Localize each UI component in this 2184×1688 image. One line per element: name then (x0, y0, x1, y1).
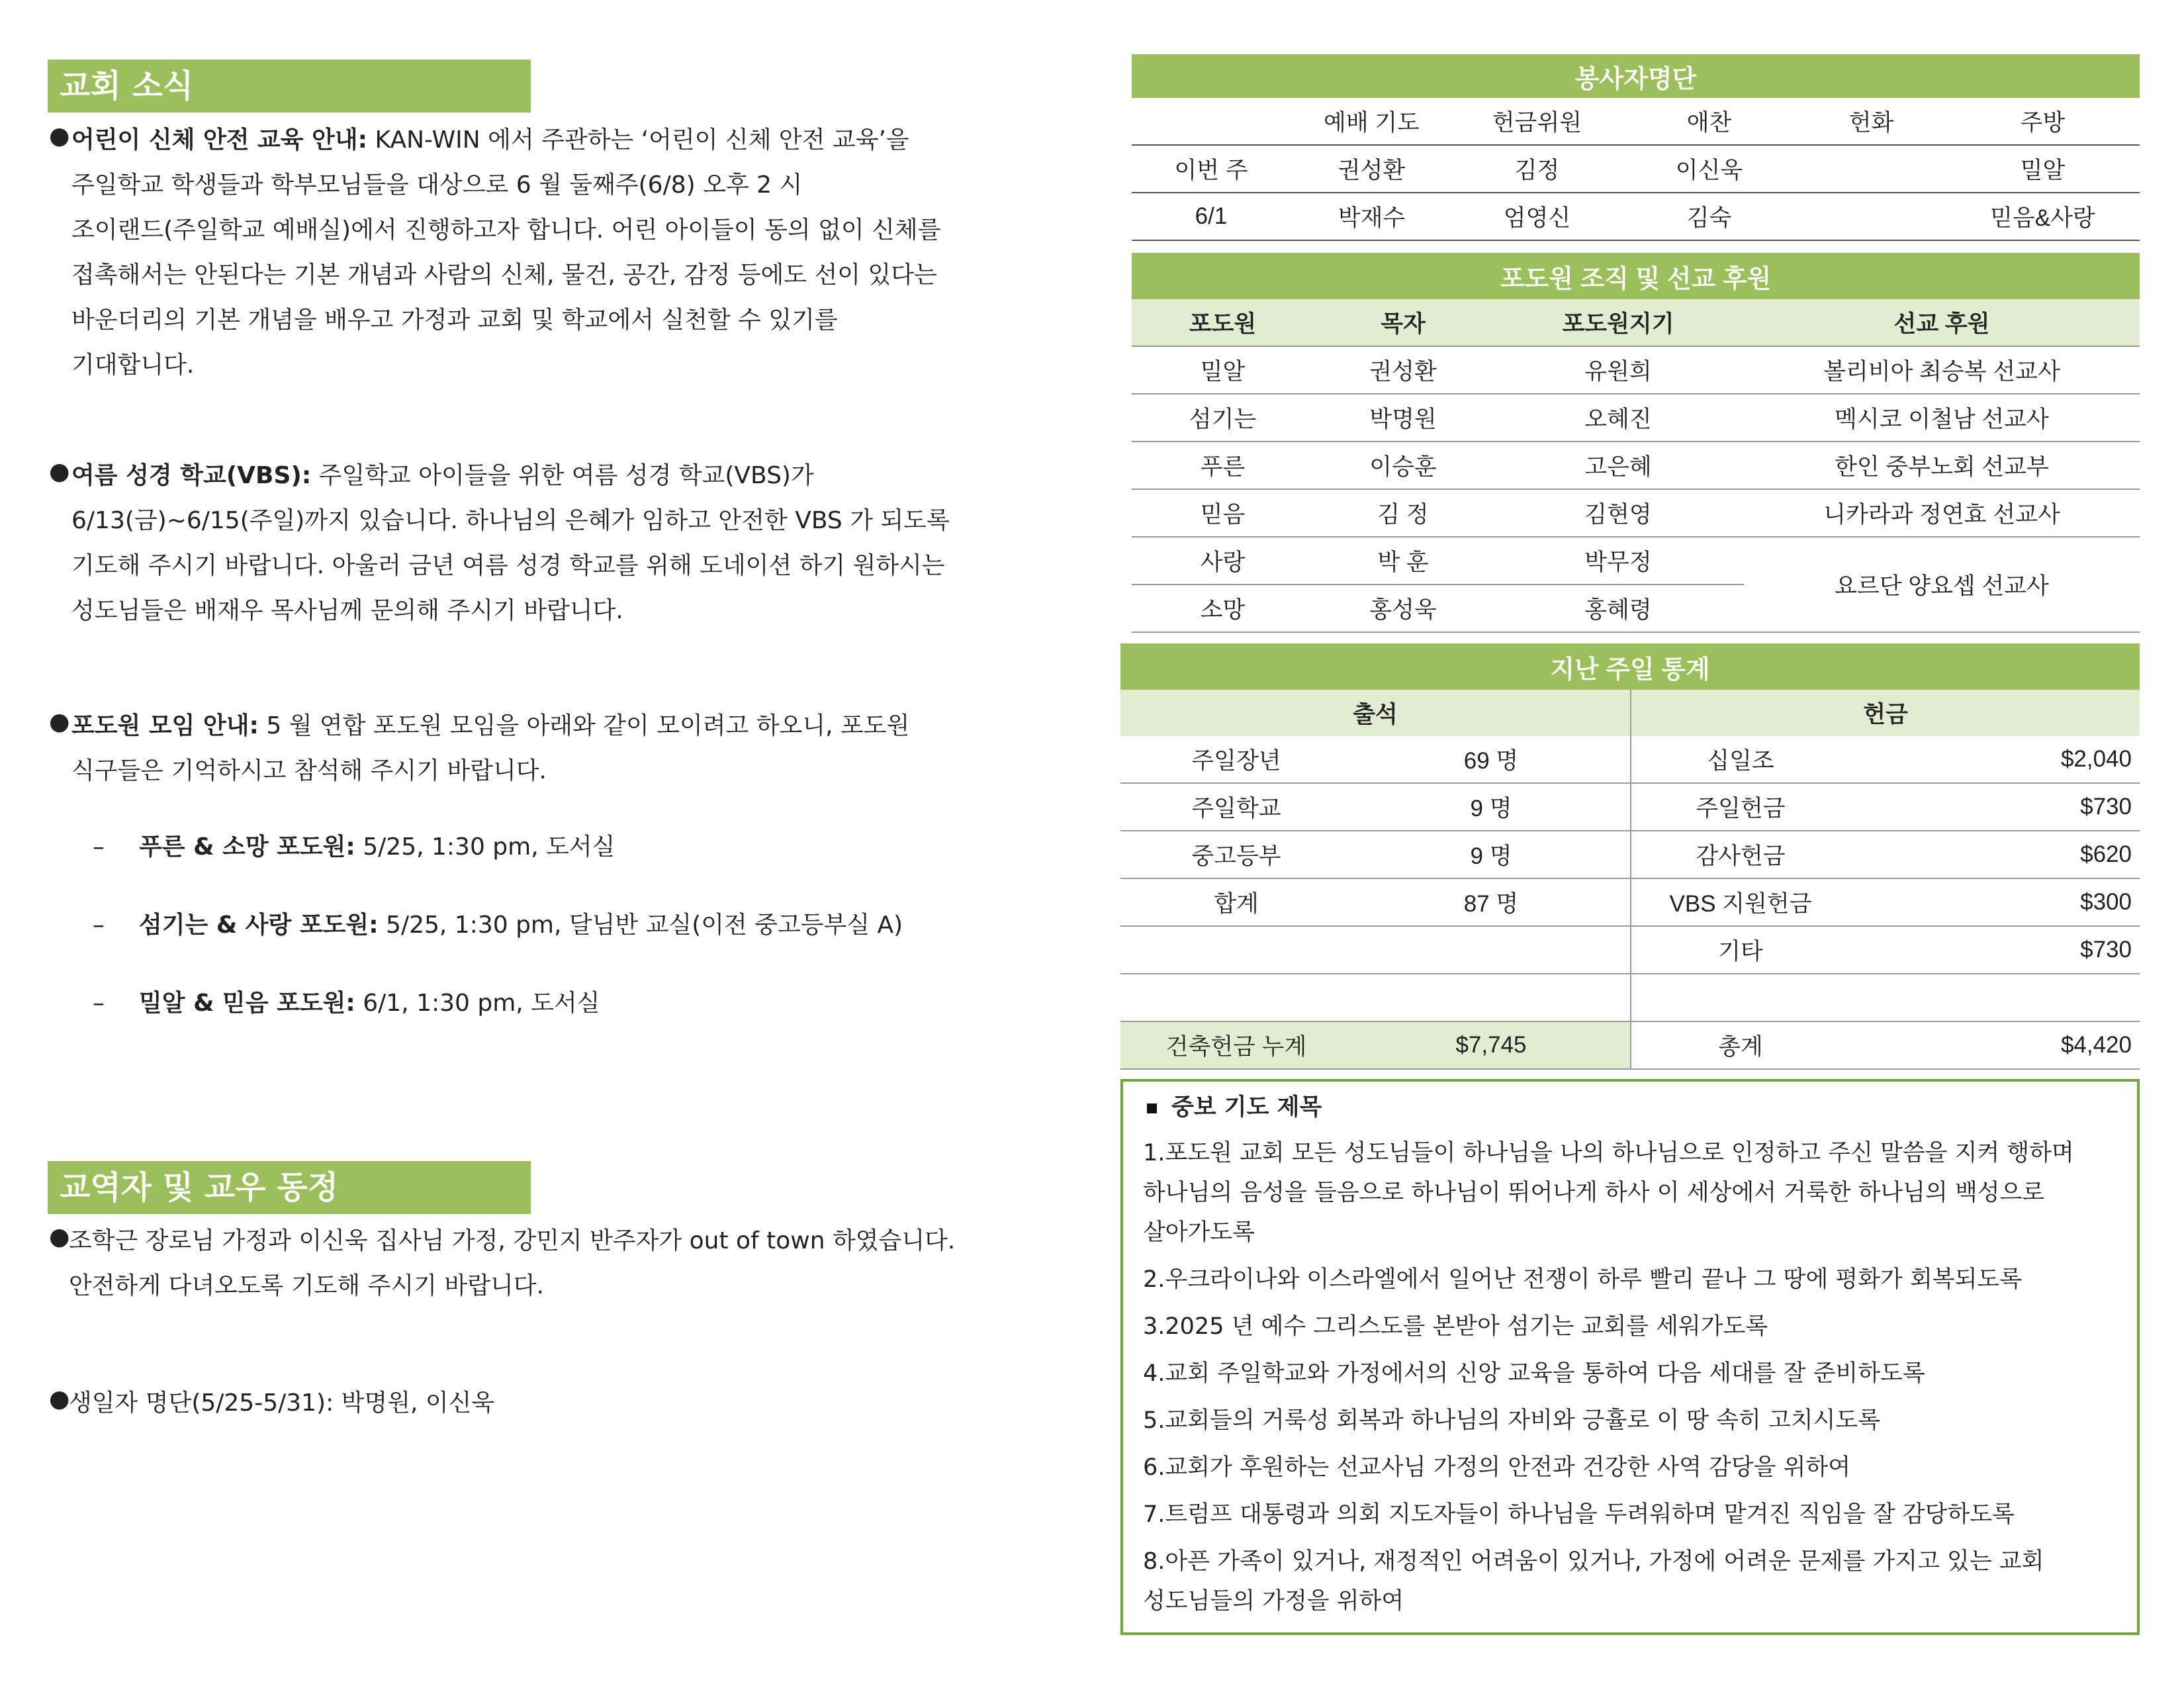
table-cell: 박재수 (1291, 193, 1453, 240)
table-cell: 믿음&사랑 (1946, 193, 2140, 240)
vineyard-table (1132, 253, 2140, 633)
table-cell: 감사헌금 (1631, 831, 1850, 878)
col-header: 헌화 (1797, 98, 1946, 145)
table-row (1120, 878, 2140, 926)
table-row (1132, 489, 2140, 537)
table-cell: 십일조 (1631, 736, 1850, 783)
prayer-line: 8.아픈 가족이 있거나, 재정적인 어려움이 있거나, 가정에 어려운 문제를 가지고 있는 교회 (1143, 1548, 2044, 1575)
prayer-line: 3.2025 년 예수 그리스도를 본받아 섬기는 교회를 세워가도록 (1143, 1313, 1768, 1340)
meeting-item (93, 903, 903, 948)
bullet-dot: ● (49, 458, 70, 485)
prayer-title (1147, 1088, 1322, 1127)
prayer-line: 5.교회들의 거룩성 회복과 하나님의 자비와 긍휼로 이 땅 속히 고치시도록 (1143, 1407, 1881, 1434)
table-cell: 사랑 (1132, 537, 1314, 585)
meeting-detail: 5/25, 1:30 pm, 달님반 교실(이전 중고등부실 A) (378, 912, 903, 939)
table-cell: 박 훈 (1314, 537, 1492, 585)
table-cell: 이승훈 (1314, 442, 1492, 489)
text-line: 기도해 주시기 바랍니다. 아울러 금년 여름 성경 학교를 위해 도네이션 하기 원하시는 (71, 552, 945, 579)
table-cell: 이번 주 (1132, 145, 1291, 193)
table-cell: 박명원 (1314, 394, 1492, 442)
prayer-line: 살아가도록 (1143, 1219, 1255, 1246)
table-cell: 믿음 (1132, 489, 1314, 537)
table-cell: VBS 지원헌금 (1631, 878, 1850, 926)
square-bullet-icon (1147, 1103, 1157, 1113)
table-cell: 엄영신 (1453, 193, 1621, 240)
prayer-line: 1.포도원 교회 모든 성도님들이 하나님을 나의 하나님으로 인정하고 주신 말씀을 지켜 행하며 (1143, 1140, 2074, 1166)
table-cell: 박무정 (1492, 537, 1744, 585)
col-header: 포도원지기 (1492, 299, 1744, 346)
table-cell: 기타 (1631, 926, 1850, 974)
table-row (1120, 831, 2140, 878)
volunteer-title: 봉사자명단 (1132, 54, 2140, 98)
news-item-text: 5 월 연합 포도원 모임을 아래와 같이 모이려고 하오니, 포도원 (258, 712, 910, 739)
vineyard-title: 포도원 조직 및 선교 후원 (1132, 253, 2140, 299)
table-cell: 9 명 (1352, 783, 1631, 831)
meeting-name: 푸른 & 소망 포도원: (139, 833, 355, 861)
table-cell: 김 정 (1314, 489, 1492, 537)
table-cell: 합계 (1120, 878, 1352, 926)
table-cell: 홍성욱 (1314, 585, 1492, 632)
col-header: 목자 (1314, 299, 1492, 346)
table-cell: 권성환 (1314, 346, 1492, 394)
table-cell: 밀알 (1946, 145, 2140, 193)
table-cell: 주일장년 (1120, 736, 1352, 783)
table-cell: 멕시코 이철남 선교사 (1744, 394, 2140, 442)
table-cell: 유원희 (1492, 346, 1744, 394)
table-cell: $2,040 (1850, 736, 2140, 783)
table-cell: 니카라과 정연효 선교사 (1744, 489, 2140, 537)
table-row (1132, 537, 2140, 585)
table-row (1120, 974, 2140, 1021)
table-cell: $730 (1850, 926, 2140, 974)
stats-table (1120, 643, 2140, 1070)
text-line: 주일학교 학생들과 학부모님들을 대상으로 6 월 둘째주(6/8) 오후 2 시 (71, 171, 803, 199)
text-line: 접촉해서는 안된다는 기본 개념과 사람의 신체, 물건, 공간, 감정 등에도 선이 있다는 (71, 261, 937, 289)
attendance-header: 출석 (1120, 690, 1631, 736)
table-cell: 김정 (1453, 145, 1621, 193)
col-header: 주방 (1946, 98, 2140, 145)
table-cell: 주일헌금 (1631, 783, 1850, 831)
table-row (1132, 394, 2140, 442)
col-header: 선교 후원 (1744, 299, 2140, 346)
news-item-vision (71, 118, 1064, 163)
table-row (1120, 783, 2140, 831)
news-item-text: 주일학교 아이들을 위한 여름 성경 학교(VBS)가 (311, 462, 814, 489)
table-cell: 69 명 (1352, 736, 1631, 783)
col-header: 포도원 (1132, 299, 1314, 346)
table-row (1132, 442, 2140, 489)
col-header: 예배 기도 (1291, 98, 1453, 145)
dash: – (93, 990, 105, 1017)
table-row (1132, 193, 2140, 240)
table-cell: 김현영 (1492, 489, 1744, 537)
meeting-name: 섬기는 & 사랑 포도원: (139, 912, 379, 939)
meeting-name: 밀알 & 믿음 포도원: (139, 990, 355, 1017)
col-header: 헌금위원 (1453, 98, 1621, 145)
meeting-detail: 5/25, 1:30 pm, 도서실 (355, 833, 615, 861)
table-row (1120, 736, 2140, 783)
table-cell: 87 명 (1352, 878, 1631, 926)
prayer-line: 하나님의 음성을 들음으로 하나님이 뛰어나게 하사 이 세상에서 거룩한 하나님의 백성으로 (1143, 1180, 2045, 1206)
text-line: 조이랜드(주일학교 예배실)에서 진행하고자 합니다. 어린 아이들이 동의 없이 신체를 (71, 216, 941, 244)
news-item-title: 여름 성경 학교(VBS): (71, 462, 312, 489)
table-row (1120, 926, 2140, 974)
news-item-text: KAN-WIN 에서 주관하는 ‘어린이 신체 안전 교육’을 (367, 126, 909, 154)
total-value: $4,420 (1850, 1021, 2140, 1069)
table-cell: 9 명 (1352, 831, 1631, 878)
table-cell: 이신욱 (1621, 145, 1797, 193)
table-cell: $730 (1850, 783, 2140, 831)
building-value: $7,745 (1352, 1021, 1631, 1069)
offering-header: 헌금 (1863, 702, 1908, 727)
table-cell: 오혜진 (1492, 394, 1744, 442)
dash: – (93, 833, 105, 861)
text-line: 기대합니다. (71, 352, 195, 379)
stats-title: 지난 주일 통계 (1120, 643, 2140, 690)
table-cell: 김숙 (1621, 193, 1797, 240)
news-item-lines (71, 498, 1077, 633)
meeting-item (93, 981, 600, 1026)
ministry-section-header: 교역자 및 교우 동정 (48, 1161, 531, 1214)
ministry-line: 조학근 장로님 가정과 이신욱 집사님 가정, 강민지 반주자가 out of town 하였습니다. (69, 1227, 956, 1254)
table-cell (1797, 193, 1946, 240)
prayer-line: 7.트럼프 대통령과 의회 지도자들이 하나님을 두려워하며 맡겨진 직임을 잘 감당하도록 (1143, 1501, 2015, 1528)
bullet-dot: ● (49, 122, 70, 150)
table-row (1132, 346, 2140, 394)
dash: – (93, 912, 105, 939)
col-header: 애찬 (1621, 98, 1797, 145)
table-cell (1797, 145, 1946, 193)
bullet-dot: ● (49, 708, 70, 735)
table-cell: 섬기는 (1132, 394, 1314, 442)
bullet-dot: ● (49, 1385, 70, 1413)
table-row (1132, 145, 2140, 193)
table-cell: 6/1 (1132, 193, 1291, 240)
table-cell: 한인 중부노회 선교부 (1744, 442, 2140, 489)
news-section-header: 교회 소식 (48, 60, 531, 113)
text-line: 바운더리의 기본 개념을 배우고 가정과 교회 및 학교에서 실천할 수 있기를 (71, 306, 838, 334)
col-header (1132, 98, 1291, 145)
table-cell: $300 (1850, 878, 2140, 926)
table-cell: 볼리비아 최승복 선교사 (1744, 346, 2140, 394)
prayer-title-text: 중보 기도 제목 (1171, 1094, 1322, 1121)
prayer-line: 4.교회 주일학교와 가정에서의 신앙 교육을 통하여 다음 세대를 잘 준비하도록 (1143, 1360, 1925, 1387)
table-cell: 밀알 (1132, 346, 1314, 394)
text-line: 식구들은 기억하시고 참석해 주시기 바랍니다. (71, 757, 547, 784)
table-cell: 권성환 (1291, 145, 1453, 193)
news-item-lines (71, 163, 1077, 388)
news-item-title: 어린이 신체 안전 교육 안내: (71, 126, 368, 154)
table-cell: 고은혜 (1492, 442, 1744, 489)
table-cell: 푸른 (1132, 442, 1314, 489)
ministry-line: 안전하게 다녀오도록 기도해 주시기 바랍니다. (69, 1272, 544, 1299)
text-line: 성도님들은 배재우 목사님께 문의해 주시기 바랍니다. (71, 597, 623, 624)
prayer-line: 성도님들의 가정을 위하여 (1143, 1588, 1404, 1615)
text-line: 6/13(금)~6/15(주일)까지 있습니다. 하나님의 은혜가 임하고 안전한 VBS 가 되도록 (71, 507, 950, 534)
volunteer-table (1132, 54, 2140, 241)
meeting-item (93, 825, 615, 870)
bullet-dot: ● (49, 1223, 70, 1250)
table-cell-merged: 요르단 양요셉 선교사 (1744, 537, 2140, 632)
news-item-vbs (71, 453, 1077, 498)
table-cell: 주일학교 (1120, 783, 1352, 831)
table-cell: 중고등부 (1120, 831, 1352, 878)
birthday-line: 생일자 명단(5/25-5/31): 박명원, 이신욱 (69, 1389, 495, 1417)
table-cell: 홍혜령 (1492, 585, 1744, 632)
table-cell: 소망 (1132, 585, 1314, 632)
building-label: 건축헌금 누계 (1120, 1021, 1352, 1069)
news-item-meeting (71, 704, 1077, 749)
news-item-title: 포도원 모임 안내: (71, 712, 259, 739)
meeting-detail: 6/1, 1:30 pm, 도서실 (355, 990, 600, 1017)
total-label: 총계 (1631, 1021, 1850, 1069)
table-cell: $620 (1850, 831, 2140, 878)
prayer-line: 6.교회가 후원하는 선교사님 가정의 안전과 건강한 사역 감당을 위하여 (1143, 1454, 1851, 1481)
table-row (1120, 1021, 2140, 1069)
prayer-line: 2.우크라이나와 이스라엘에서 일어난 전쟁이 하루 빨리 끝나 그 땅에 평화가 회복되도록 (1143, 1266, 2023, 1293)
